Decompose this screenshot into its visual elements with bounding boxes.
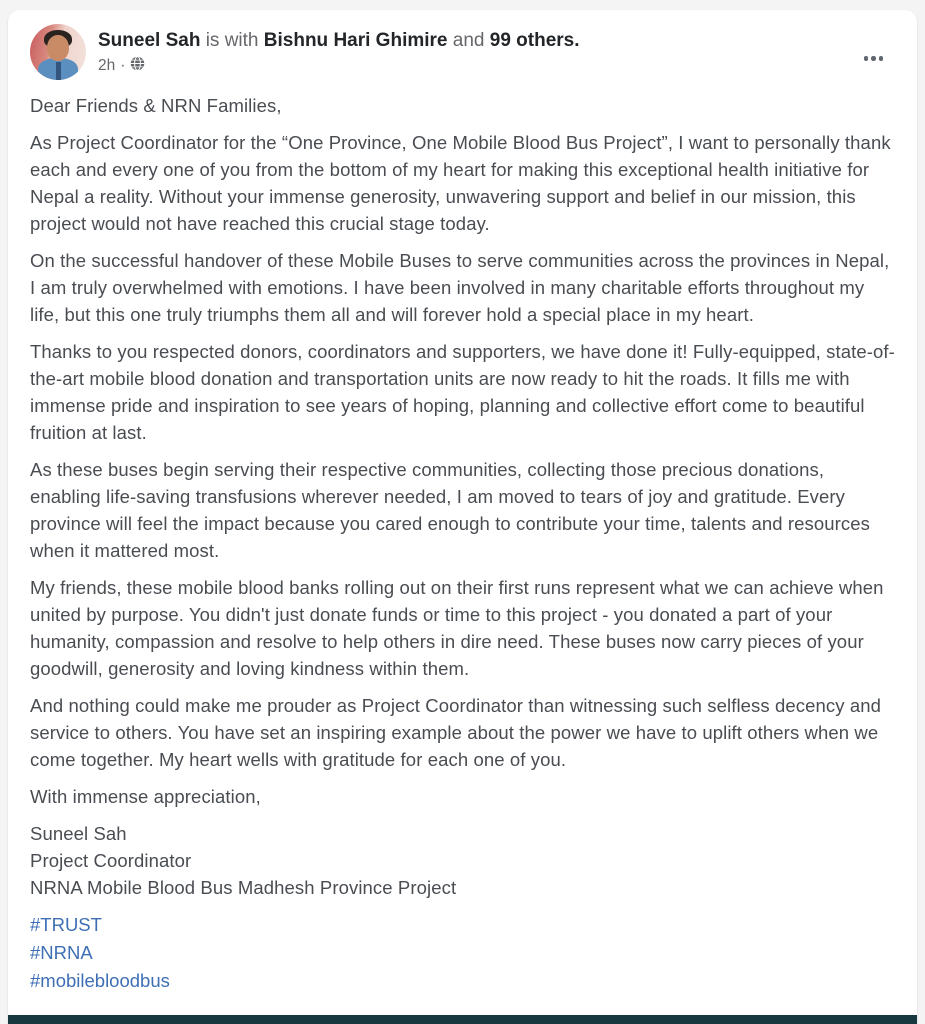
timestamp-link[interactable]: 2h <box>98 57 116 74</box>
ellipsis-dot <box>864 56 869 61</box>
post-meta <box>98 56 580 76</box>
post-paragraph: On the successful handover of these Mobile Buses to serve communities across the provinces in Nepal, I am truly overwhelmed with emotions. I have been involved in many charitable efforts throughout my life, but this one truly triumphs them all and will forever hold a special place in my heart. <box>30 250 890 325</box>
avatar-tie <box>56 62 61 80</box>
byline-period: . <box>574 30 580 51</box>
post-paragraph: And nothing could make me prouder as Project Coordinator than witnessing such selfless decency and service to others. You have set an inspiring example about the power we have to uplift others when we come together. My heart wells with gratitude for each one of you. <box>30 695 881 770</box>
signature-organization: NRNA Mobile Blood Bus Madhesh Province Project <box>30 877 457 898</box>
post-paragraph: Dear Friends & NRN Families, <box>30 95 282 116</box>
tagged-person-link[interactable]: Bishnu Hari Ghimire <box>263 30 448 51</box>
ellipsis-dot <box>879 56 884 61</box>
avatar[interactable] <box>30 24 86 80</box>
attached-photo-top-edge[interactable] <box>8 1015 917 1024</box>
hashtag-link-nrna[interactable]: #NRNA <box>30 942 93 963</box>
author-name-link[interactable]: Suneel Sah <box>98 30 201 51</box>
ellipsis-dot <box>871 56 876 61</box>
post-body <box>30 92 895 995</box>
byline-connector2: and <box>447 30 490 51</box>
meta-separator: · <box>120 57 126 74</box>
others-link[interactable]: 99 others <box>489 30 575 51</box>
hashtag-link-mobilebloodbus[interactable]: #mobilebloodbus <box>30 970 170 991</box>
more-options-button[interactable] <box>860 48 888 69</box>
post-card <box>8 10 917 1024</box>
post-paragraph: Thanks to you respected donors, coordinators and supporters, we have done it! Fully-equipped, state-of-the-art mobile blood donation and transportation units are now ready to hit the roads. It fills me with immense pride and inspiration to see years of hoping, planning and collective effort come to beautiful fruition at last. <box>30 341 895 443</box>
header-text <box>98 24 580 76</box>
signature-name: Suneel Sah <box>30 823 127 844</box>
globe-privacy-icon <box>130 56 145 76</box>
post-header <box>30 24 895 80</box>
hashtags-block <box>30 911 895 995</box>
signature-title: Project Coordinator <box>30 850 192 871</box>
avatar-face <box>47 35 69 61</box>
post-paragraph: My friends, these mobile blood banks rolling out on their first runs represent what we can achieve when united by purpose. You didn't just donate funds or time to this project - you donated a part of your humanity, compassion and resolve to help others in dire need. These buses now carry pieces of your goodwill, generosity and loving kindness within them. <box>30 577 884 679</box>
byline-connector: is with <box>200 30 264 51</box>
post-paragraph: As Project Coordinator for the “One Province, One Mobile Blood Bus Project”, I want to personally thank each and every one of you from the bottom of my heart for making this exceptional health initiative for Nepal a reality. Without your immense generosity, unwavering support and belief in our mission, this project would not have reached this crucial stage today. <box>30 132 891 234</box>
post-paragraph: With immense appreciation, <box>30 786 261 807</box>
signature-block <box>30 820 895 901</box>
post-paragraph: As these buses begin serving their respective communities, collecting those precious donations, enabling life-saving transfusions wherever needed, I am moved to tears of joy and gratitude. Every province will feel the impact because you cared enough to contribute your time, talents and resources when it mattered most. <box>30 459 870 561</box>
hashtag-link-trust[interactable]: #TRUST <box>30 914 102 935</box>
post-byline <box>98 28 580 53</box>
